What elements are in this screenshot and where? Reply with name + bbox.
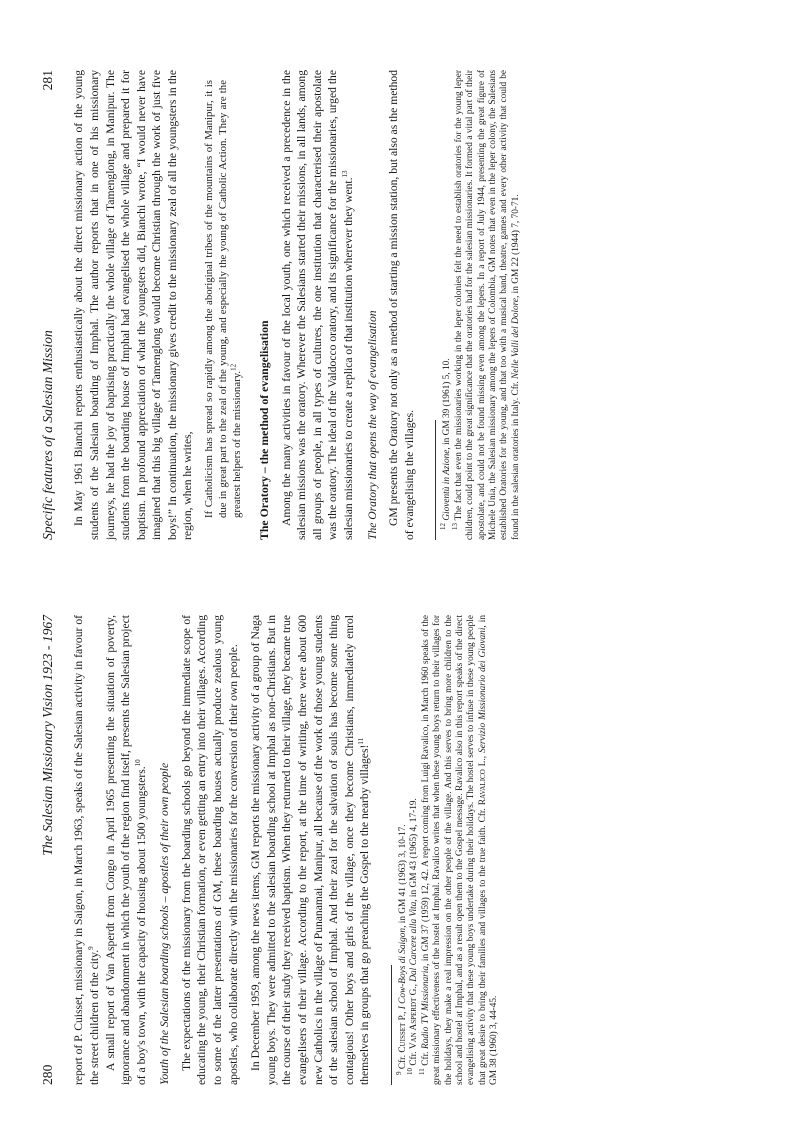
footnote-divider <box>435 420 436 540</box>
section-heading: The Oratory – the method of evangelisation <box>256 320 271 540</box>
paragraph: Among the many activities in favour of the local youth, one which received a precedence in the salesian missions was the oratory. Wherever the Salesians started their missions, in all lands, among all groups of people, in all types of cultures, the one institution that characterised their apostolate was the oratory. The ideal of the Valdocco oratory, and its significance for the missionaries, urged the salesian missionaries to create a replica of that institution wherever they went.$^{13}$ <box>279 70 356 540</box>
page-281 <box>40 70 650 540</box>
footnote-ref[interactable]: 12 <box>229 363 238 371</box>
page-number: 281 <box>40 70 55 91</box>
footnotes <box>439 69 522 540</box>
section-subheading: Youth of the Salesian boarding schools – apostles of their own people <box>158 762 172 1085</box>
footnote: $^{12}$ Gioventù in Azione, in GM 39 (1961) 5, 10. <box>439 358 453 530</box>
paragraph: The expectations of the missionary from the boarding schools go beyond the immediate scope of educating the young, their Christian formation, or even getting an entry into their villages. According to some of the latter presentations of GM, these boarding houses actually produce zealous young apostles, who collaborate directly with the missionaries for the conversion of their own people. <box>179 615 240 1085</box>
footnote-ref[interactable]: 9 <box>87 946 96 950</box>
footnote-ref[interactable]: 10 <box>133 759 142 767</box>
paragraph: report of P. Cuisset, missionary in Saigon, in March 1963, speaks of the Salesian activity in favour of the street children of the city.$^9$ <box>72 615 101 1085</box>
running-header <box>40 615 56 1085</box>
page-280 <box>40 615 650 1085</box>
footnote: $^{10}$ Cfr. Van Asperdt G., Dal Carcere alla Vita, in GM 43 (1965) 4, 17-19. <box>406 798 420 1075</box>
page-number: 280 <box>40 1064 55 1085</box>
running-title: Specific features of a Salesian Mission <box>40 330 55 540</box>
paragraph: In May 1961 Bianchi reports enthusiastically about the direct missionary action of the young students of the Salesian boarding of Imphal. The author reports that in one of his missionary journeys, he had the joy of baptising practically the whole village of Tamenglong, in Manipur. The students from the boarding house of Imphal had evangelised the whole village and prepared it for baptism. In profound appreciation of what the youngsters did, Bianchi wrote, “I would never have imagined that this big village of Tamenglong would become Christian through the work of just five boys!” In continuation, the missionary gives credit to the missionary zeal of all the youngsters in the region, when he writes, <box>72 70 195 540</box>
body-text <box>71 70 417 540</box>
footnote: $^9$ Cfr. Cuisset P., I Cow-Boys di Saigon, in GM 41 (1963) 3, 10-17. <box>394 824 408 1075</box>
running-title: The Salesian Missionary Vision 1923 - 1967 <box>40 615 55 856</box>
paragraph: A small report of Van Asperdt from Congo in April 1965 presenting the situation of poverty, ignorance and abandonment in which the youth of the region find itself, presents the Salesian project of a boy's town, with the capacity of housing about 1500 youngsters.$^{10}$ <box>103 615 148 1085</box>
footnote-divider <box>391 965 392 1085</box>
block-quote: If Catholicism has spread so rapidly among the aboriginal tribes of the mountains of Manipur, it is due in great part to the zeal of the young, and especially the young of Catholic Action. They are the greatest helpers of the missionary.$^{12}$ <box>203 80 244 518</box>
paragraph: In December 1959, among the news items, GM reports the missionary activity of a group of Naga young boys. They were admitted to the salesian boarding school at Imphal as non-Christians. But in the course of their study they received baptism. When they returned to their village, they became true evangelisers of their village. According to the report, at the time of writing, there were about 600 new Catholics in the village of Punanamai, Manipur, all because of the work of those young students of the salesian school of Imphal. And their zeal for the salvation of souls has become some thing contagious! Other boys and girls of the village, once they become Christians, immediately enrol themselves in groups that go preaching the Gospel to the nearby villages!$^{11}$ <box>249 615 372 1085</box>
body-text <box>71 615 373 1085</box>
section-subheading: The Oratory that opens the way of evangelisation <box>365 310 379 540</box>
footnote: $^{13}$ The fact that even the missionaries working in the leper colonies felt the need to establish oratories for the young leper children, could point to the great significance that the oratories had for the salesian missionaries. It formed a vital part of their apostolate, and could not be found missing even among the lepers. In a report of July 1944, presenting the great figure of Michele Unia, the Salesian missionary among the lepers of Colombia, GM notes that even in the leper colony, the Salesians established Oratories for the young, and that too with a musical band, theatre, games and every other activity that could be found in the salesian oratories in Italy. Cfr. Nelle Valli del Dolore, in GM 22 (1944) 7, 70-71. <box>450 69 521 540</box>
paragraph: GM presents the Oratory not only as a method of starting a mission station, but also as the method of evangelising the villages. <box>387 70 416 540</box>
footnote-ref[interactable]: 13 <box>341 170 350 178</box>
footnotes <box>394 614 501 1085</box>
footnote-ref[interactable]: 11 <box>357 737 366 745</box>
running-header <box>40 70 56 540</box>
footnote: $^{11}$ Cfr. Radio TV Missionaria, in GM 37 (1959) 12, 42. A report coming from Luigi Ravalico, in March 1960 speaks of the great missionary effectiveness of the hostel at Imphal. Ravalico writes that when these young boys return to their villages for the holidays, they make a real impression on the other people of the village. And this serves to bring more children to the school and hostel at Imphal, and as a result open them to the Gospel message. Ravalico also in this report speaks of the direct evangelising activity that these young boys undertake during their holidays. The hostel serves to infuse in these young people that great desire to bring their families and villages to the true faith. Cfr. Ravalico L., Servizio Missionario dei Giovani, in GM 38 (1960) 3, 44-45. <box>417 614 500 1085</box>
